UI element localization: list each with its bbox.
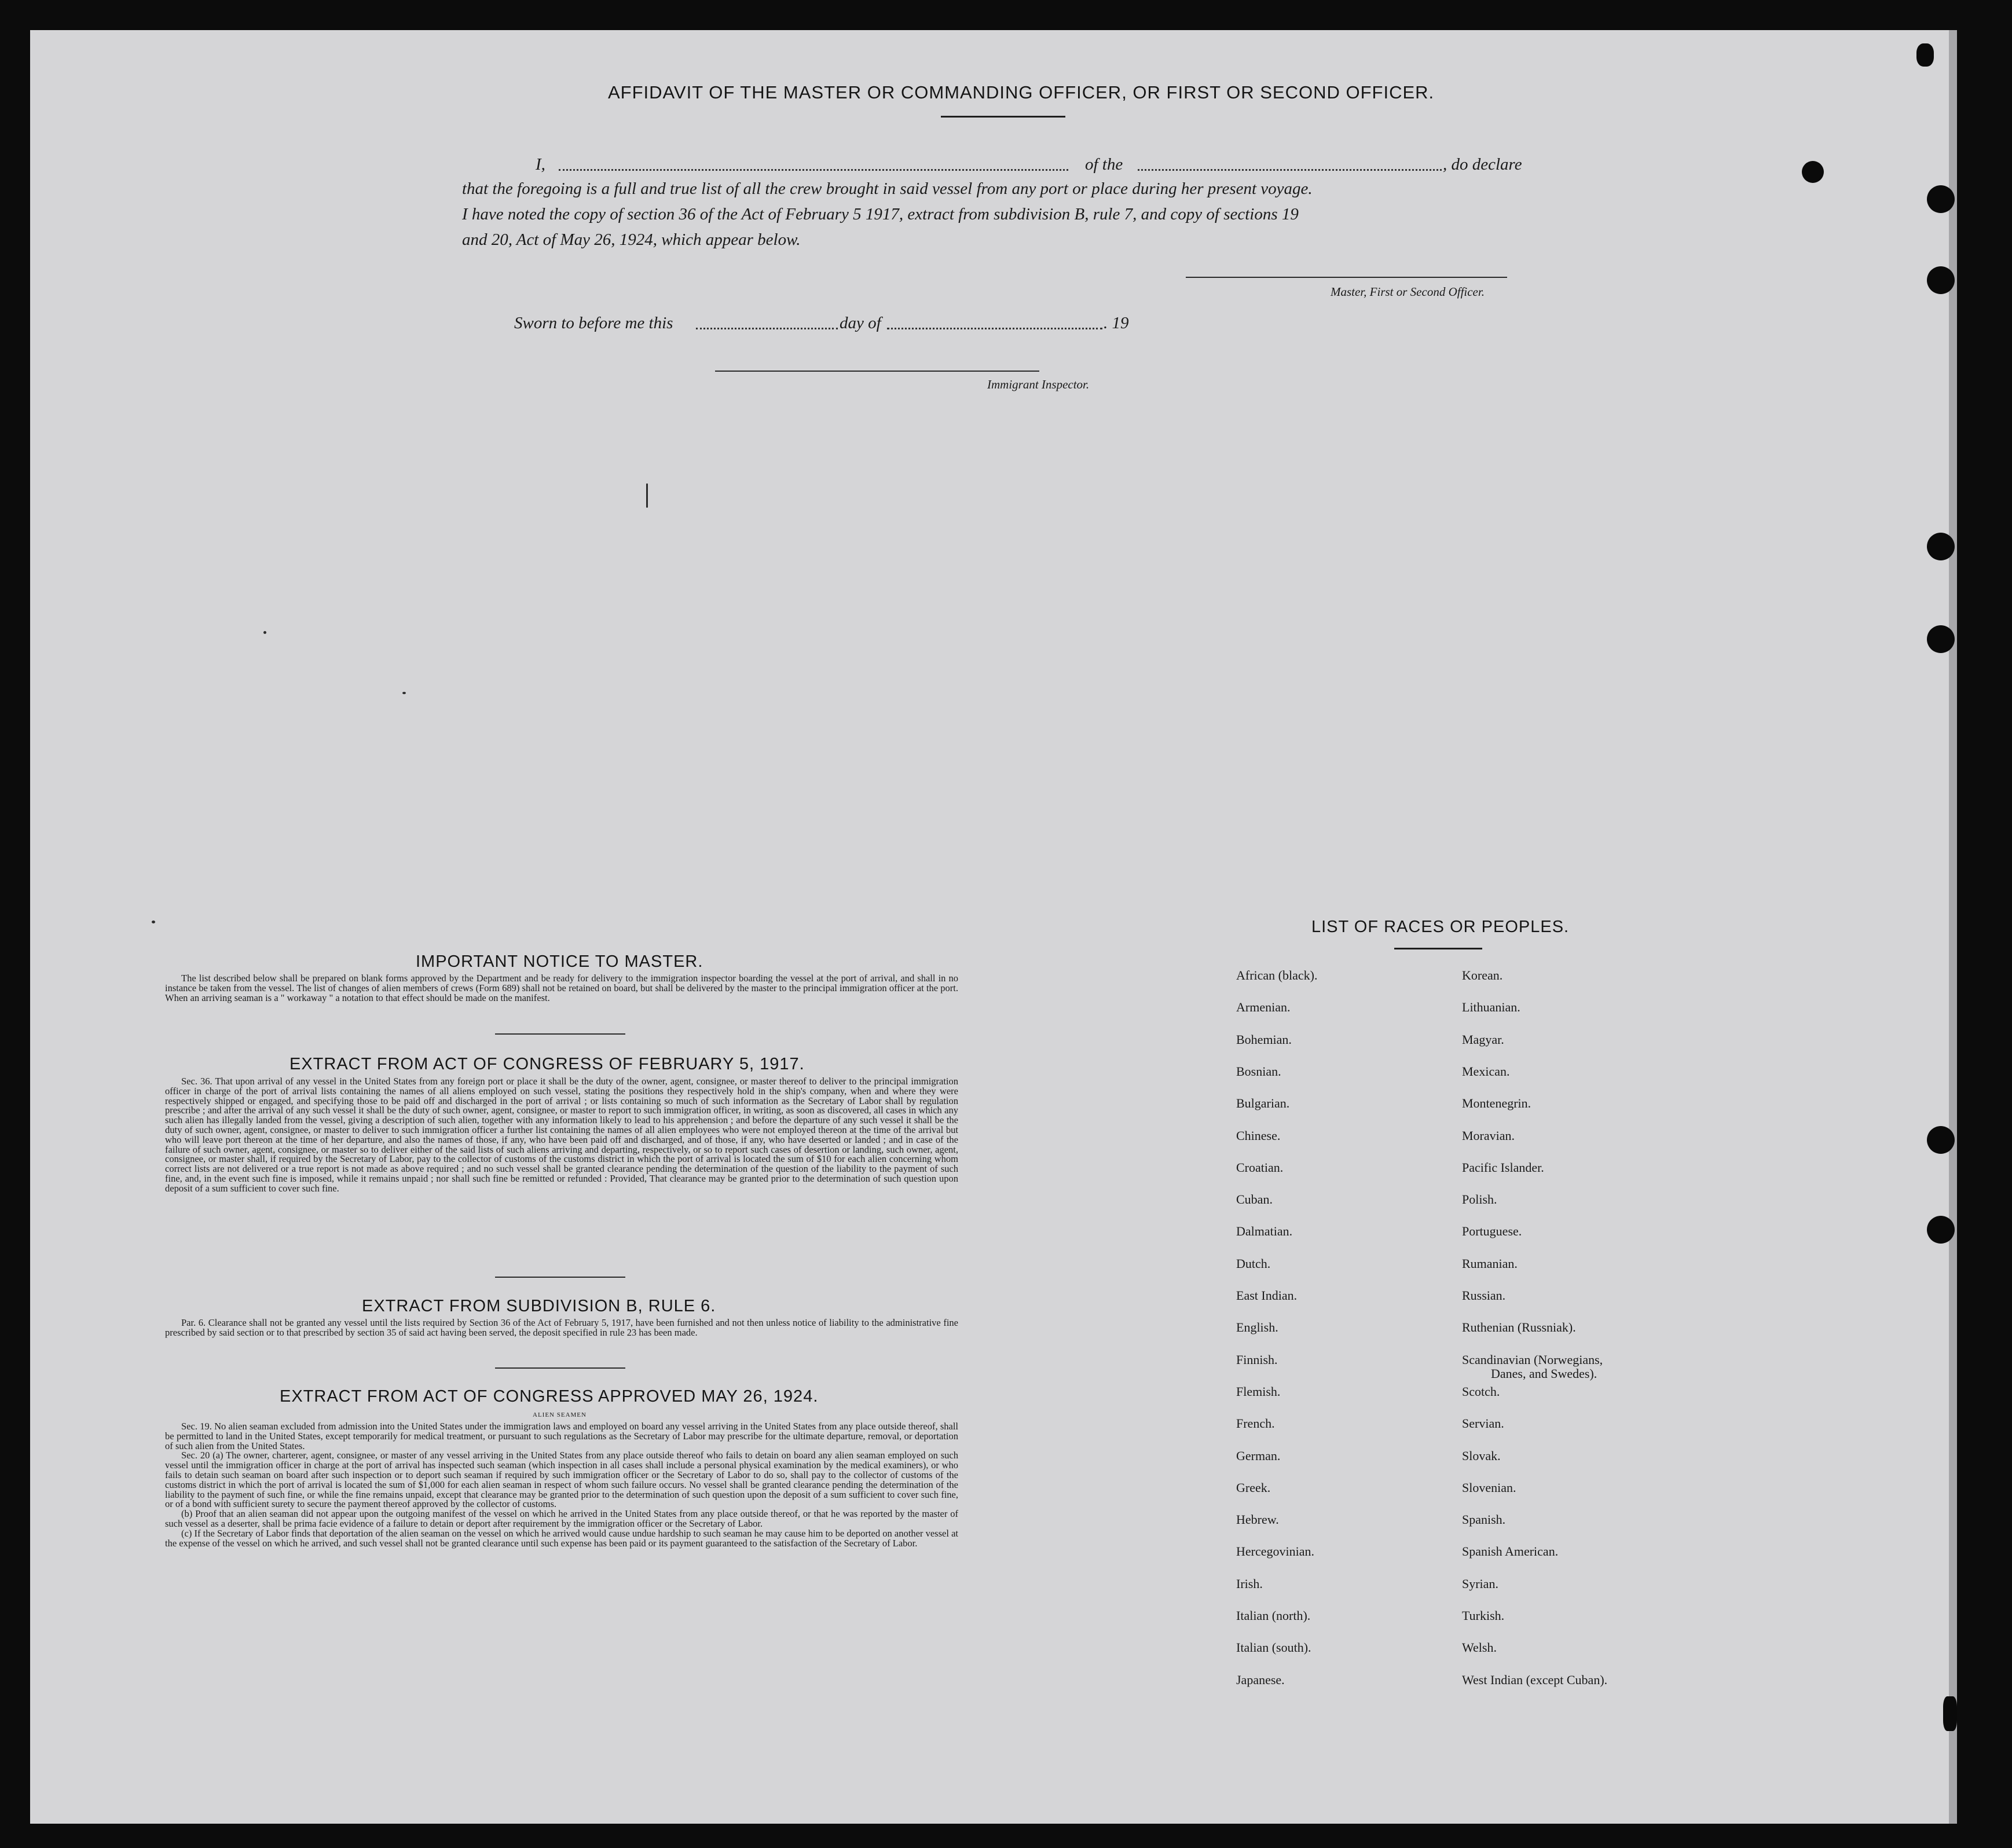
race-item: French. (1236, 1416, 1275, 1431)
race-item: Hercegovinian. (1236, 1544, 1314, 1559)
notice-text (165, 974, 958, 1003)
extract-1924-title: EXTRACT FROM ACT OF CONGRESS APPROVED MAY 26, 1924. (280, 1387, 819, 1406)
notice-title: IMPORTANT NOTICE TO MASTER. (416, 952, 703, 971)
scan-speck (152, 921, 155, 923)
extract-1924-text (165, 1422, 958, 1548)
race-item: Armenian. (1236, 1000, 1291, 1014)
punch-hole (1927, 625, 1955, 653)
extract-1917-paragraph: Sec. 36. That upon arrival of any vessel in the United States from any foreign port or place it shall be the duty of the owner, agent, consignee, or master thereof to deliver to the principal immigration officer in charge of the port of arrival lists containing the names of all aliens employed on such vessel, stating the positions they respectively hold in the ship's company, when and where they were respectively shipped or engaged, and specifying those to be paid off and discharged in the port of arrival ; or lists containing so much of such information as the Secretary of Labor shall by regulation prescribe ; and after the arrival of any such vessel it shall be the duty of such owner, agent, consignee, or master to report to such immigration officer, in writing, as soon as discovered, all cases in which any such alien has illegally landed from the vessel, giving a description of such alien, together with any information likely to lead to his apprehension ; and before the departure of any such vessel it shall be the duty of such owner, agent, consignee, or master to deliver to such immigration officer a further list containing the names of all alien employees who were not employed thereon at the time of the arrival but who will leave port thereon at the time of her departure, and also the names of those, if any, who have been paid off and discharged, and of those, if any, who have deserted or landed ; and in case of the failure of such owner, agent, consignee, or master so to deliver either of the said lists of such aliens arriving and departing, respectively, or so to report such cases of desertion or landing, such owner, agent, consignee, or master shall, if required by the Secretary of Labor, pay to the collector of customs of the customs district in which the port of arrival is located the sum of $10 for each alien concerning whom correct lists are not delivered or a true report is not made as above required ; and no such vessel shall be granted clearance pending the determination of the question of the liability to the payment of such fine, and, in the event such fine is imposed, while it remains unpaid ; nor shall such fine be remitted or refunded : Provided, That clearance may be granted prior to the determination of such question upon deposit of a sum sufficient to cover such fine. (165, 1076, 958, 1194)
race-item: East Indian. (1236, 1288, 1298, 1303)
section-divider (495, 1033, 625, 1035)
race-item: Montenegrin. (1462, 1096, 1531, 1110)
sec-20c-paragraph: (c) If the Secretary of Labor finds that deportation of the alien seaman on the vessel on which he arrived would cause undue hardship to such seaman he may cause him to be deported on another vessel at the expense of the vessel on which he arrived, and such vessel shall not be granted clearance until such expense has been paid or its payment guaranteed to the satisfaction of the Secretary of Labor. (165, 1527, 958, 1549)
race-item: Spanish American. (1462, 1544, 1559, 1559)
scan-border-left (0, 0, 30, 1848)
race-item: German. (1236, 1449, 1281, 1463)
race-item: Irish. (1236, 1576, 1263, 1591)
race-item: Syrian. (1462, 1576, 1498, 1591)
race-item: Cuban. (1236, 1192, 1273, 1207)
race-item: Greek. (1236, 1480, 1271, 1495)
sworn-day-label: day of (840, 314, 881, 332)
race-item: Mexican. (1462, 1064, 1510, 1079)
master-signature-line (1186, 277, 1507, 278)
vessel-blank (1138, 169, 1442, 171)
punch-hole (1927, 266, 1955, 294)
race-item: English. (1236, 1320, 1278, 1334)
race-item: Korean. (1462, 968, 1503, 982)
inspector-signature-line (715, 371, 1039, 372)
alien-seamen-subtitle: ALIEN SEAMEN (533, 1411, 587, 1418)
race-item: Polish. (1462, 1192, 1497, 1207)
notice-paragraph: The list described below shall be prepared on blank forms approved by the Department and be ready for delivery to the immigration inspector boarding the vessel at the port of arrival, and shall in no instance be taken from the vessel. The list of changes of alien members of crews (Form 689) shall not be retained on board, but shall be delivered by the master to the principal immigration officer at the port. When an arriving seaman is a " workaway " a notation to that effect should be made on the manifest. (165, 973, 958, 1003)
affidavit-line-4: and 20, Act of May 26, 1924, which appear below. (462, 230, 801, 249)
race-item: Bulgarian. (1236, 1096, 1290, 1110)
race-item: Italian (south). (1236, 1640, 1311, 1655)
race-item: Spanish. (1462, 1512, 1506, 1527)
race-item: African (black). (1236, 968, 1318, 982)
race-item: Hebrew. (1236, 1512, 1279, 1527)
race-item: Flemish. (1236, 1384, 1281, 1399)
race-item: Magyar. (1462, 1032, 1504, 1047)
affidavit-declare-label: , do declare (1443, 155, 1522, 174)
master-signature-label: Master, First or Second Officer. (1331, 285, 1485, 299)
scan-speck (646, 483, 648, 508)
extract-rule6-text (165, 1318, 958, 1338)
binding-notch (1943, 1696, 1957, 1731)
section-divider (495, 1367, 625, 1369)
scan-speck (402, 692, 406, 694)
sec-19-paragraph: Sec. 19. No alien seaman excluded from admission into the United States under the immigration laws and employed on board any vessel arriving in the United States from any place outside thereof, shall be permitted to land in the United States, except temporarily for medical treatment, or pursuant to such regulations as the Secretary of Labor may prescribe for the ultimate departure, removal, or deportation of such alien from the United States. (165, 1421, 958, 1451)
race-item: Dalmatian. (1236, 1224, 1293, 1238)
race-item: Turkish. (1462, 1608, 1505, 1623)
sworn-month-blank (887, 328, 1102, 329)
race-item: Scotch. (1462, 1384, 1500, 1399)
extract-rule6-paragraph: Par. 6. Clearance shall not be granted any vessel until the lists required by Section 36 of the Act of February 5, 1917, have been furnished and not then unless notice of liability to the administrative fine prescribed by said section or to that prescribed by section 35 of said act having been served, the deposit specified in rule 23 has been made. (165, 1317, 958, 1338)
race-item: Dutch. (1236, 1256, 1271, 1271)
scan-border-bottom (0, 1824, 2012, 1848)
punch-hole (1927, 1216, 1955, 1244)
affidavit-line-3: I have noted the copy of section 36 of the Act of February 5 1917, extract from subdivision B, rule 7, and copy of sections 19 (462, 205, 1299, 223)
sworn-year-label: . 19 (1104, 314, 1129, 332)
extract-1917-title: EXTRACT FROM ACT OF CONGRESS OF FEBRUARY 5, 1917. (289, 1055, 805, 1073)
scan-border-right (1957, 0, 2012, 1848)
races-title: LIST OF RACES OR PEOPLES. (1311, 918, 1570, 936)
race-item: Chinese. (1236, 1128, 1281, 1143)
punch-hole (1927, 185, 1955, 213)
race-item: Bosnian. (1236, 1064, 1281, 1079)
affidavit-line-2: that the foregoing is a full and true list of all the crew brought in said vessel from any port or place during her present voyage. (462, 179, 1313, 198)
punch-hole (1927, 1126, 1955, 1154)
races-title-underline (1394, 948, 1482, 949)
race-item: Italian (north). (1236, 1608, 1311, 1623)
binding-notch (1916, 43, 1934, 67)
race-item: Croatian. (1236, 1160, 1284, 1175)
race-item: West Indian (except Cuban). (1462, 1673, 1608, 1687)
sec-20a-paragraph: Sec. 20 (a) The owner, charterer, agent, consignee, or master of any vessel arriving in the United States from any place outside thereof who fails to detain on board any alien seaman employed on such vessel until the immigration officer in charge at the port of arrival has inspected such seaman (which inspection in all cases shall include a personal physical examination by the medical examiners), or who fails to detain such seaman on board after such inspection or to deport such seaman if required by such immigration officer or the Secretary of Labor to do so, shall pay to the collector of customs of the customs district in which the port of arrival is located the sum of $1,000 for each alien seaman in respect of whom such failure occurs. No vessel shall be granted clearance pending the determination of the liability to the payment of such fine, or while the fine remains unpaid, except that clearance may be granted prior to the determination of such question upon the deposit of a sum sufficient to cover such fine, or of a bond with sufficient surety to secure the payment thereof approved by the collector of customs. (165, 1450, 958, 1510)
race-item: Slovenian. (1462, 1480, 1516, 1495)
race-item: Ruthenian (Russniak). (1462, 1320, 1576, 1334)
race-item: Scandinavian (Norwegians, (1462, 1352, 1603, 1367)
sworn-day-blank (696, 328, 838, 329)
race-item: Russian. (1462, 1288, 1506, 1303)
race-item: Pacific Islander. (1462, 1160, 1544, 1175)
race-item: Rumanian. (1462, 1256, 1518, 1271)
race-item: Portuguese. (1462, 1224, 1522, 1238)
race-item: Lithuanian. (1462, 1000, 1520, 1014)
race-item: Moravian. (1462, 1128, 1515, 1143)
race-item: Bohemian. (1236, 1032, 1292, 1047)
race-item: Finnish. (1236, 1352, 1278, 1367)
race-item: Servian. (1462, 1416, 1504, 1431)
race-item: Japanese. (1236, 1673, 1285, 1687)
race-continuation: Danes, and Swedes). (1491, 1366, 1597, 1381)
scan-speck (263, 631, 266, 634)
sworn-prefix: Sworn to before me this (514, 314, 673, 332)
extract-1917-text (165, 1077, 958, 1194)
section-divider (495, 1277, 625, 1278)
affidavit-of-the-label: of the (1085, 155, 1123, 174)
name-blank (559, 169, 1068, 171)
affidavit-i-label: I, (536, 155, 545, 174)
title-underline (941, 116, 1065, 118)
race-item: Welsh. (1462, 1640, 1497, 1655)
punch-hole (1802, 161, 1824, 183)
race-item: Slovak. (1462, 1449, 1501, 1463)
inspector-signature-label: Immigrant Inspector. (987, 377, 1090, 391)
extract-rule6-title: EXTRACT FROM SUBDIVISION B, RULE 6. (362, 1297, 716, 1315)
affidavit-title: AFFIDAVIT OF THE MASTER OR COMMANDING OFFICER, OR FIRST OR SECOND OFFICER. (608, 82, 1435, 102)
sec-20b-paragraph: (b) Proof that an alien seaman did not appear upon the outgoing manifest of the vessel on which he arrived in the United States from any place outside thereof, or that he was reported by the master of such vessel as a deserter, shall be prima facie evidence of a failure to detain or deport after requirement by the immigration officer or the Secretary of Labor. (165, 1508, 958, 1529)
page-edge (1949, 30, 1957, 1824)
punch-hole (1927, 533, 1955, 560)
scan-border-top (0, 0, 2012, 30)
